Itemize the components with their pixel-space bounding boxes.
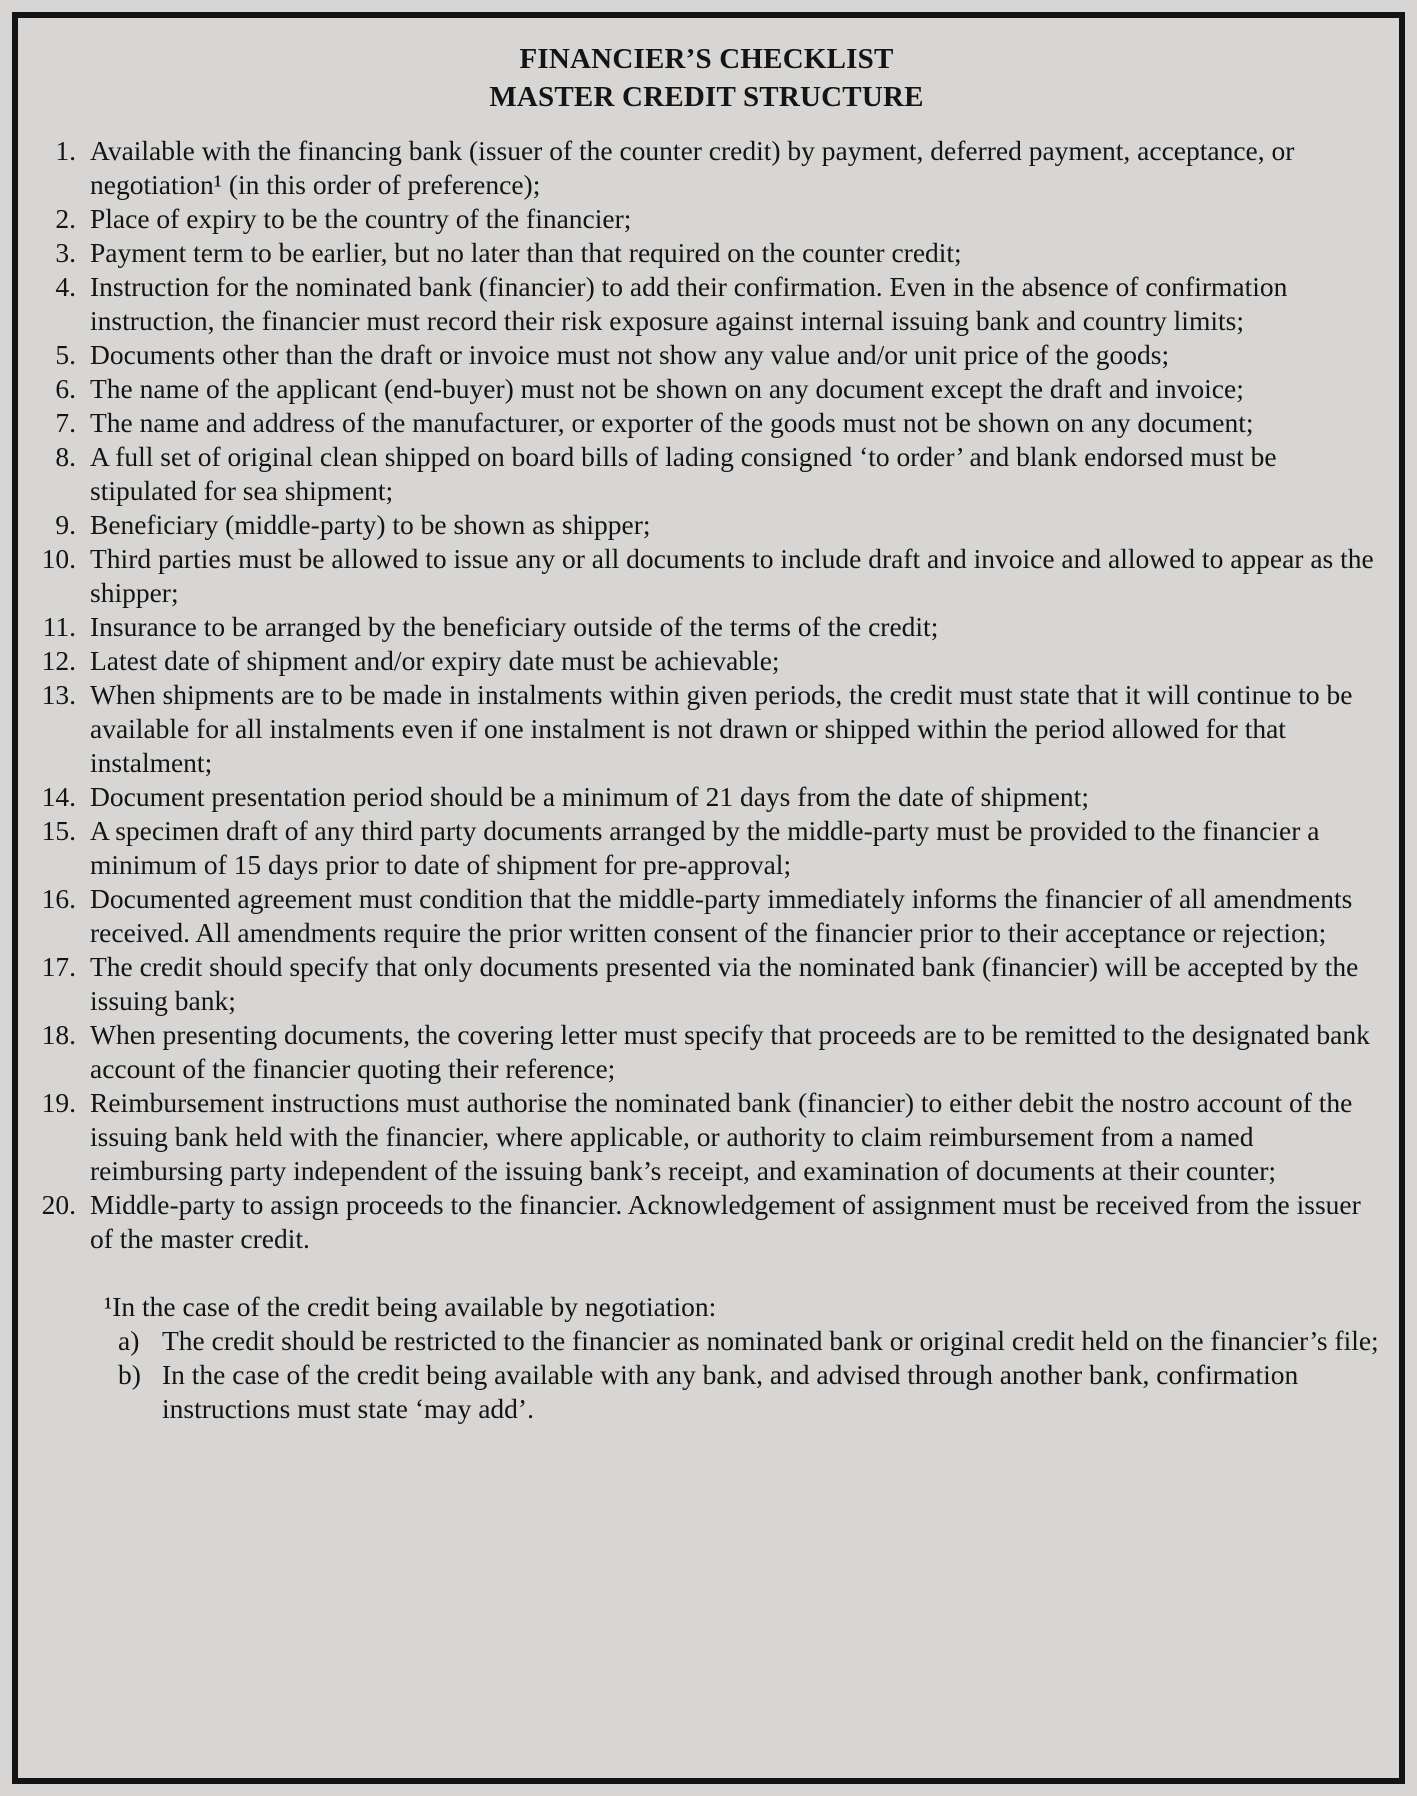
item-text: Documents other than the draft or invoice must not show any value and/or unit price of the goods; xyxy=(90,339,1170,370)
checklist-item-16 xyxy=(34,882,1379,950)
checklist-item-9 xyxy=(34,508,1379,542)
item-number: 17. xyxy=(41,951,76,982)
checklist-item-18 xyxy=(34,1018,1379,1086)
checklist-item-13 xyxy=(34,678,1379,780)
subitem-text: The credit should be restricted to the financier as nominated bank or original credit held on the financier’s file; xyxy=(162,1325,1379,1356)
checklist-item-1 xyxy=(34,134,1379,202)
item-number: 15. xyxy=(41,815,76,846)
item-number: 18. xyxy=(41,1019,76,1050)
subitem-label: b) xyxy=(118,1359,141,1390)
item-number: 8. xyxy=(55,441,76,472)
footnote-subitem-a xyxy=(118,1324,1379,1358)
item-text: Reimbursement instructions must authorise the nominated bank (financier) to either debit the nostro account of the issuing bank held with the financier, where applicable, or authority to claim reimbursement from a named reimbursing party independent of the issuing bank’s receipt, and examination of documents at their counter; xyxy=(90,1087,1353,1186)
checklist-item-12 xyxy=(34,644,1379,678)
title-line-2: MASTER CREDIT STRUCTURE xyxy=(489,81,924,113)
footnote-subitem-b xyxy=(118,1358,1379,1426)
item-number: 10. xyxy=(41,543,76,574)
item-text: Latest date of shipment and/or expiry date must be achievable; xyxy=(90,645,780,676)
checklist-item-8 xyxy=(34,440,1379,508)
checklist-item-7 xyxy=(34,406,1379,440)
checklist-item-2 xyxy=(34,202,1379,236)
subitem-text: In the case of the credit being available with any bank, and advised through another bank, confirmation instructions must state ‘may add’. xyxy=(162,1359,1299,1424)
item-number: 14. xyxy=(41,781,76,812)
checklist-item-15 xyxy=(34,814,1379,882)
item-text: Beneficiary (middle-party) to be shown as shipper; xyxy=(90,509,651,540)
item-text: Insurance to be arranged by the beneficiary outside of the terms of the credit; xyxy=(90,611,939,642)
checklist xyxy=(34,134,1379,1256)
item-text: The credit should specify that only documents presented via the nominated bank (financier) will be accepted by the issuing bank; xyxy=(90,951,1359,1016)
item-number: 20. xyxy=(41,1189,76,1220)
item-text: When shipments are to be made in instalments within given periods, the credit must state that it will continue to be available for all instalments even if one instalment is not drawn or shipped within the period allowed for that instalment; xyxy=(90,679,1353,778)
item-text: Place of expiry to be the country of the financier; xyxy=(90,203,632,234)
item-text: The name and address of the manufacturer, or exporter of the goods must not be shown on any document; xyxy=(90,407,1254,438)
item-number: 2. xyxy=(55,203,76,234)
item-number: 3. xyxy=(55,237,76,268)
item-text: Middle-party to assign proceeds to the financier. Acknowledgement of assignment must be received from the issuer of the master credit. xyxy=(90,1189,1361,1254)
checklist-item-11 xyxy=(34,610,1379,644)
subitem-label: a) xyxy=(118,1325,140,1356)
item-number: 7. xyxy=(55,407,76,438)
checklist-item-6 xyxy=(34,372,1379,406)
checklist-item-4 xyxy=(34,270,1379,338)
item-number: 6. xyxy=(55,373,76,404)
item-text: Third parties must be allowed to issue any or all documents to include draft and invoice and allowed to appear as the shipper; xyxy=(90,543,1374,608)
item-text: Documented agreement must condition that the middle-party immediately informs the financier of all amendments received. All amendments require the prior written consent of the financier prior to their acceptance or rejection; xyxy=(90,883,1353,948)
checklist-item-10 xyxy=(34,542,1379,610)
item-number: 19. xyxy=(41,1087,76,1118)
footnote-subitems xyxy=(104,1324,1379,1426)
checklist-item-14 xyxy=(34,780,1379,814)
item-text: Available with the financing bank (issuer of the counter credit) by payment, deferred payment, acceptance, or negotiation¹ (in this order of preference); xyxy=(90,135,1295,200)
footnote xyxy=(104,1290,1379,1426)
item-number: 1. xyxy=(55,135,76,166)
document-title xyxy=(34,40,1379,116)
item-number: 12. xyxy=(41,645,76,676)
document-frame xyxy=(12,12,1405,1784)
checklist-item-20 xyxy=(34,1188,1379,1256)
item-text: A specimen draft of any third party documents arranged by the middle-party must be provided to the financier a minimum of 15 days prior to date of shipment for pre-approval; xyxy=(90,815,1320,880)
checklist-item-17 xyxy=(34,950,1379,1018)
item-number: 4. xyxy=(55,271,76,302)
item-number: 9. xyxy=(55,509,76,540)
item-number: 11. xyxy=(42,611,76,642)
item-text: The name of the applicant (end-buyer) must not be shown on any document except the draft and invoice; xyxy=(90,373,1244,404)
footnote-intro: ¹In the case of the credit being available by negotiation: xyxy=(104,1291,717,1322)
checklist-item-19 xyxy=(34,1086,1379,1188)
item-text: Payment term to be earlier, but no later than that required on the counter credit; xyxy=(90,237,962,268)
item-text: Instruction for the nominated bank (financier) to add their confirmation. Even in the absence of confirmation instruction, the financier must record their risk exposure against internal issuing bank and country limits; xyxy=(90,271,1288,336)
item-text: When presenting documents, the covering letter must specify that proceeds are to be remitted to the designated bank account of the financier quoting their reference; xyxy=(90,1019,1370,1084)
item-number: 13. xyxy=(41,679,76,710)
checklist-item-5 xyxy=(34,338,1379,372)
item-number: 16. xyxy=(41,883,76,914)
item-text: Document presentation period should be a minimum of 21 days from the date of shipment; xyxy=(90,781,1089,812)
item-text: A full set of original clean shipped on board bills of lading consigned ‘to order’ and blank endorsed must be stipulated for sea shipment; xyxy=(90,441,1277,506)
checklist-item-3 xyxy=(34,236,1379,270)
item-number: 5. xyxy=(55,339,76,370)
title-line-1: FINANCIER’S CHECKLIST xyxy=(519,43,894,75)
